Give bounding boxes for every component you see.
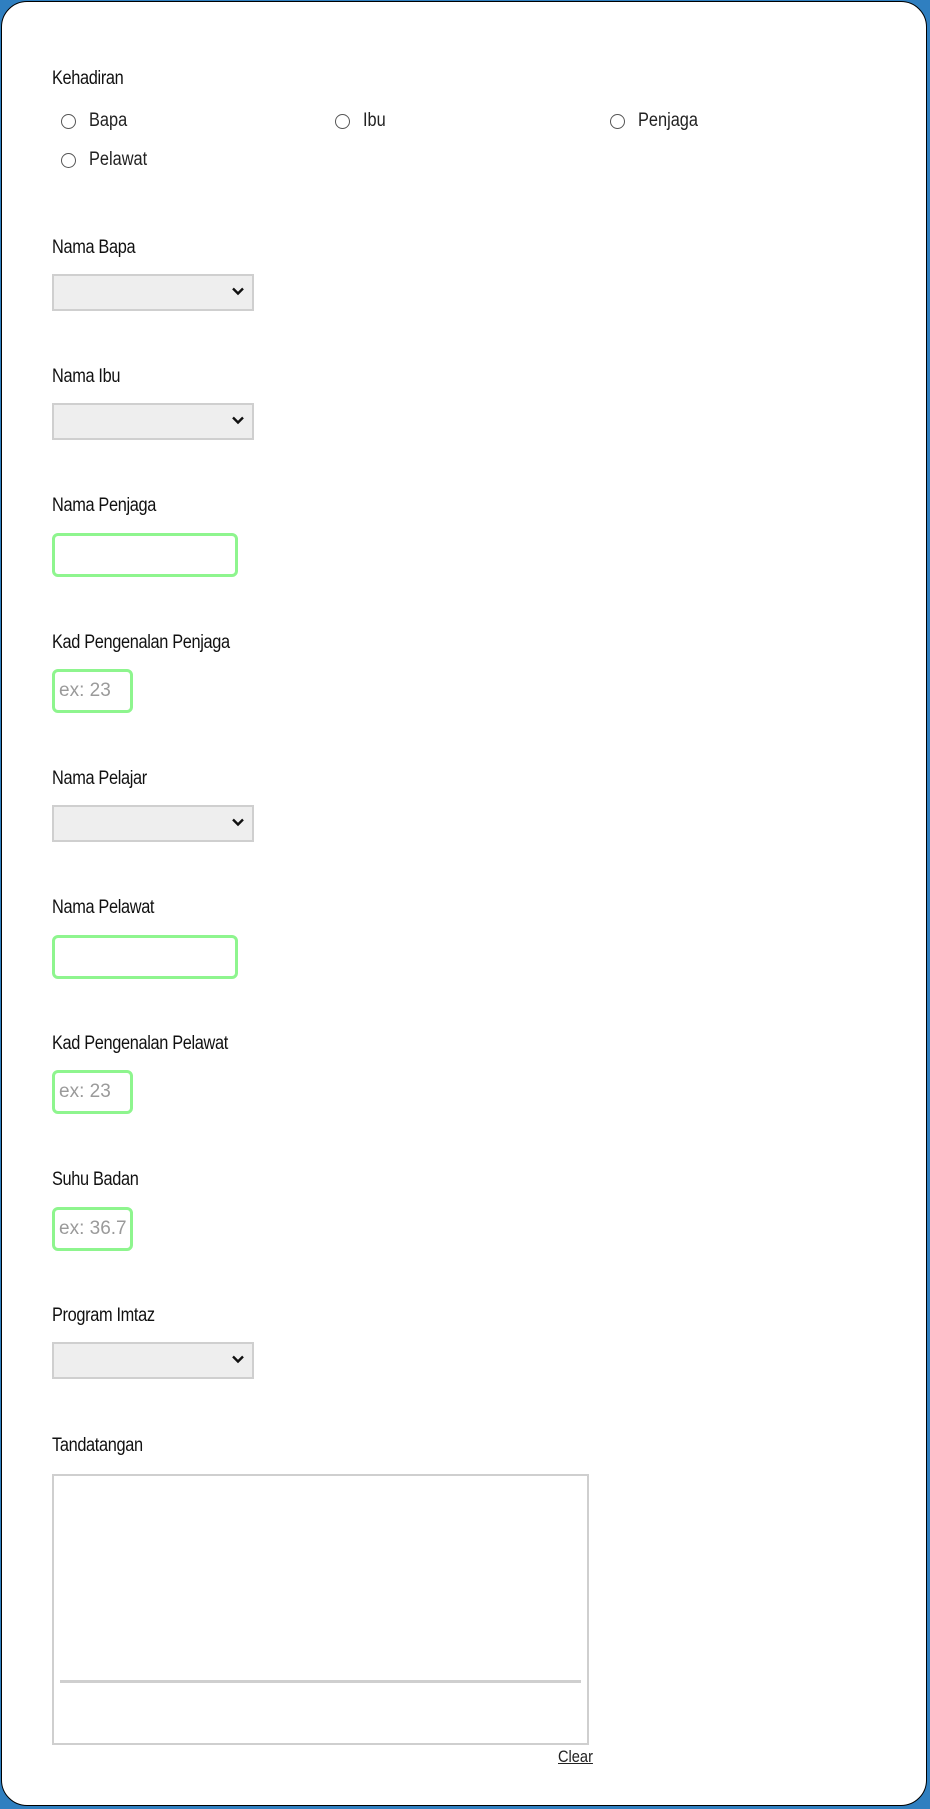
signature-pad[interactable] — [52, 1474, 589, 1745]
nama-penjaga-label: Nama Penjaga — [52, 495, 156, 516]
program-imtaz-select[interactable] — [52, 1342, 254, 1379]
radio-label-pelawat: Pelawat — [89, 149, 148, 170]
chevron-down-icon — [231, 1352, 245, 1366]
chevron-down-icon — [231, 284, 245, 298]
kad-penjaga-label: Kad Pengenalan Penjaga — [52, 632, 230, 653]
radio-circle-icon[interactable] — [61, 153, 76, 168]
kad-pelawat-input[interactable] — [52, 1070, 133, 1114]
nama-penjaga-input[interactable] — [52, 533, 238, 577]
radio-ibu[interactable] — [335, 110, 389, 132]
tandatangan-label: Tandatangan — [52, 1435, 143, 1456]
kad-penjaga-input[interactable] — [52, 669, 133, 713]
radio-label-ibu: Ibu — [363, 110, 386, 131]
radio-label-penjaga: Penjaga — [638, 110, 698, 131]
nama-ibu-label: Nama Ibu — [52, 366, 121, 387]
radio-circle-icon[interactable] — [610, 114, 625, 129]
nama-bapa-select[interactable] — [52, 274, 254, 311]
radio-bapa[interactable] — [61, 110, 133, 132]
signature-baseline — [60, 1680, 581, 1683]
radio-circle-icon[interactable] — [335, 114, 350, 129]
nama-pelajar-label: Nama Pelajar — [52, 768, 147, 789]
form-card — [1, 1, 927, 1806]
radio-label-bapa: Bapa — [89, 110, 128, 131]
nama-pelajar-select[interactable] — [52, 805, 254, 842]
program-imtaz-label: Program Imtaz — [52, 1305, 155, 1326]
radio-circle-icon[interactable] — [61, 114, 76, 129]
kad-pelawat-label: Kad Pengenalan Pelawat — [52, 1033, 228, 1054]
chevron-down-icon — [231, 815, 245, 829]
clear-signature-link[interactable]: Clear — [558, 1747, 593, 1766]
radio-pelawat[interactable] — [61, 149, 157, 171]
radio-penjaga[interactable] — [610, 110, 708, 132]
nama-pelawat-input[interactable] — [52, 935, 238, 979]
nama-bapa-label: Nama Bapa — [52, 237, 136, 258]
chevron-down-icon — [231, 413, 245, 427]
kehadiran-label: Kehadiran — [52, 68, 124, 89]
suhu-badan-label: Suhu Badan — [52, 1169, 139, 1190]
nama-pelawat-label: Nama Pelawat — [52, 897, 155, 918]
suhu-badan-input[interactable] — [52, 1207, 133, 1251]
nama-ibu-select[interactable] — [52, 403, 254, 440]
